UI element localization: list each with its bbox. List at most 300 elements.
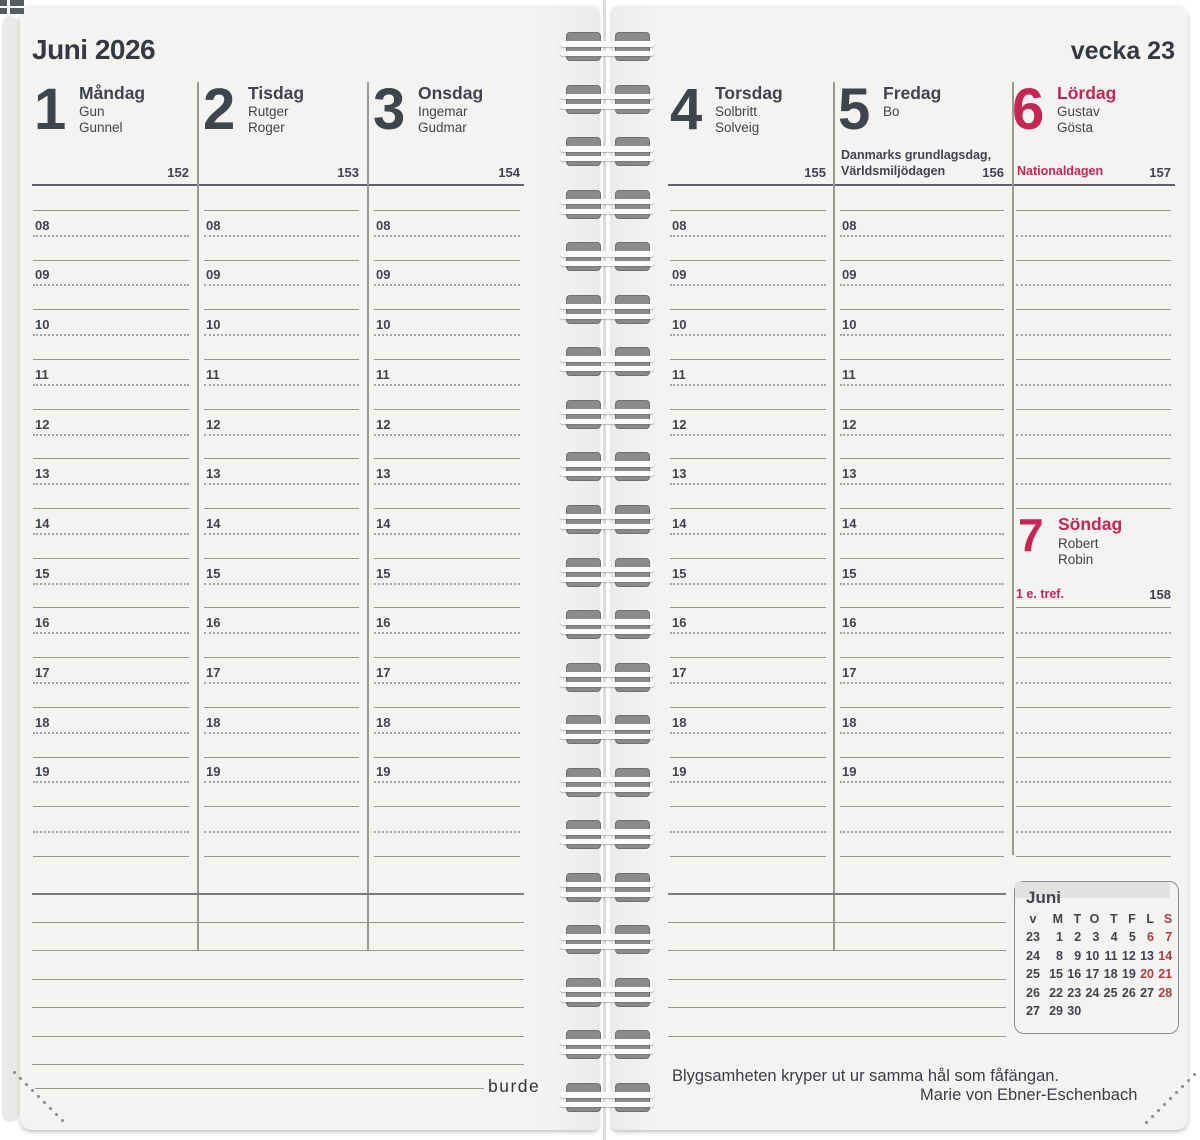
grid-line (204, 583, 359, 585)
binding-hole (566, 820, 601, 849)
spiral-ring (560, 504, 654, 533)
nameday: Ingemar (418, 104, 468, 119)
grid-line (204, 508, 359, 509)
binding-hole (566, 295, 601, 324)
grid-line (204, 235, 359, 237)
note-line (32, 893, 524, 895)
grid-line (204, 309, 359, 310)
nameday: Solbritt (715, 104, 758, 119)
grid-line (374, 632, 520, 634)
binding-hole (566, 978, 601, 1007)
grid-line (374, 458, 520, 459)
wire-loop (560, 1102, 654, 1107)
mini-cal-day: 10 (1085, 948, 1100, 963)
perforation-dot (19, 1077, 22, 1080)
grid-line (33, 260, 189, 261)
grid-line (204, 334, 359, 336)
grid-line (840, 806, 1004, 807)
grid-line (670, 533, 826, 535)
binding-hole (615, 1083, 650, 1112)
mini-cal-day: 16 (1067, 967, 1082, 981)
perforation-dot (1151, 1115, 1154, 1118)
header-rule-right (668, 184, 1175, 186)
spiral-ring (560, 241, 654, 270)
nameday: Bo (883, 104, 900, 119)
grid-line (204, 632, 359, 634)
binding-hole (566, 925, 601, 954)
grid-line (1016, 260, 1171, 261)
perforation-dot (43, 1101, 46, 1104)
grid-line (1016, 434, 1171, 436)
hour-label: 09 (842, 267, 857, 283)
wire-loop (560, 356, 654, 362)
grid-line (1016, 831, 1171, 833)
mini-cal-day: 15 (1049, 967, 1063, 981)
grid-line (840, 284, 1004, 286)
binding-hole (566, 452, 601, 481)
hour-label: 12 (842, 416, 857, 432)
grid-line (670, 806, 826, 807)
day-number: 7 (1018, 509, 1044, 561)
wire-loop (560, 619, 654, 625)
mini-cal-day: 18 (1103, 967, 1118, 981)
grid-line (33, 657, 189, 658)
grid-line (33, 409, 189, 410)
spiral-ring (560, 451, 654, 480)
mini-cal-day: 28 (1158, 985, 1173, 1000)
grid-line (840, 707, 1004, 708)
day-of-year: 155 (804, 165, 826, 180)
hour-label: 08 (206, 217, 221, 233)
note-line (668, 950, 1006, 951)
grid-line (840, 384, 1004, 386)
grid-line (840, 831, 1004, 833)
hour-label: 19 (35, 764, 50, 780)
binding-hole (615, 978, 650, 1007)
quote-author: Marie von Ebner-Eschenbach (920, 1086, 1138, 1104)
grid-line (670, 856, 826, 857)
grid-line (204, 757, 359, 758)
grid-line (33, 632, 189, 634)
grid-line (840, 235, 1004, 237)
hour-label: 16 (672, 615, 687, 631)
grid-line (33, 781, 189, 783)
grid-line (204, 533, 359, 535)
mini-cal-day: 13 (1140, 948, 1154, 963)
note-line (668, 1036, 1006, 1037)
binding-hole (566, 715, 601, 744)
day-of-year: 158 (1149, 587, 1171, 602)
page-stack-edge (2, 16, 19, 1122)
grid-line (670, 284, 826, 286)
grid-line (204, 682, 359, 684)
grid-line (670, 384, 826, 386)
hour-label: 10 (206, 317, 221, 333)
perforation-dot (55, 1113, 58, 1116)
binding-hole (566, 85, 601, 114)
spiral-ring (560, 31, 654, 60)
grid-line (33, 483, 189, 485)
grid-line (840, 757, 1004, 758)
hour-label: 14 (842, 515, 857, 531)
grid-line (670, 210, 826, 211)
grid-line (1016, 334, 1171, 336)
grid-line (670, 732, 826, 734)
hour-label: 12 (376, 416, 391, 432)
hour-label: 14 (376, 515, 391, 531)
grid-line (33, 235, 189, 237)
mini-month-calendar (1014, 881, 1179, 1034)
hour-label: 08 (376, 217, 391, 233)
nameday: Gudmar (418, 119, 467, 135)
wire-loop (560, 1049, 654, 1054)
grid-line (670, 334, 826, 336)
hour-label: 16 (842, 615, 857, 631)
nameday: Gun (79, 104, 105, 119)
binding-hole (615, 190, 650, 219)
grid-line (1016, 682, 1171, 684)
spiral-ring (560, 1029, 654, 1058)
grid-line (1016, 607, 1171, 608)
column-divider (367, 82, 369, 950)
mini-cal-day: 23 (1067, 985, 1082, 1000)
binding-hole (566, 663, 601, 692)
mini-cal-col-header: F (1128, 912, 1136, 926)
mini-cal-day: 12 (1121, 948, 1136, 963)
hour-label: 18 (842, 714, 857, 730)
hour-label: 12 (672, 416, 687, 432)
grid-line (204, 707, 359, 708)
grid-line (374, 682, 520, 684)
grid-line (33, 583, 189, 585)
wire-loop (560, 1039, 654, 1045)
perforation-dot (1181, 1085, 1184, 1088)
grid-line (1016, 409, 1171, 410)
hour-label: 11 (672, 366, 686, 382)
hour-label: 10 (376, 317, 391, 333)
hour-label: 08 (842, 217, 857, 233)
wire-loop (560, 682, 654, 687)
day-name: Måndag (79, 83, 146, 103)
grid-line (670, 309, 826, 310)
wire-loop (560, 567, 654, 573)
hour-label: 09 (35, 267, 50, 283)
hour-label: 17 (842, 665, 857, 680)
day-name: Fredag (883, 83, 942, 103)
day-name: Lördag (1057, 83, 1117, 103)
nameday: Gustav (1057, 104, 1100, 119)
binding-hole (566, 347, 601, 376)
binding-hole (566, 137, 601, 166)
column-divider (833, 82, 835, 950)
hour-label: 16 (206, 615, 221, 631)
mini-cal-day: 6 (1147, 930, 1154, 944)
grid-line (374, 781, 520, 783)
grid-line (33, 434, 189, 436)
binding-hole (615, 768, 650, 797)
binding-hole (566, 32, 601, 61)
grid-line (374, 831, 520, 833)
hour-label: 15 (842, 565, 857, 581)
wire-loop (560, 839, 654, 844)
grid-line (204, 284, 359, 286)
wire-loop (560, 146, 654, 152)
grid-line (1016, 235, 1171, 237)
grid-line (374, 707, 520, 708)
binding-hole (615, 715, 650, 744)
day-number: 1 (34, 77, 65, 142)
perforation-dot (37, 1095, 40, 1098)
hour-label: 10 (842, 317, 857, 333)
nameday: Robert (1058, 536, 1099, 551)
grid-line (33, 533, 189, 535)
mini-cal-day: 20 (1140, 967, 1154, 981)
note-line (668, 922, 1006, 923)
grid-line (670, 583, 826, 585)
note-line (668, 979, 1006, 980)
mini-cal-week-number: 23 (1026, 930, 1040, 944)
hour-label: 14 (206, 515, 221, 531)
grid-line (670, 409, 826, 410)
grid-line (374, 533, 520, 535)
spiral-ring (560, 189, 654, 218)
grid-line (840, 682, 1004, 684)
day-number: 3 (373, 77, 404, 142)
grid-line (204, 806, 359, 807)
grid-line (33, 334, 189, 336)
wire-loop (560, 524, 654, 529)
grid-line (670, 657, 826, 658)
wire-loop (560, 104, 654, 109)
hour-label: 17 (376, 665, 391, 680)
wire-loop (560, 251, 654, 257)
wire-loop (560, 156, 654, 161)
hour-label: 12 (206, 416, 221, 432)
spiral-ring (560, 872, 654, 901)
grid-line (374, 284, 520, 286)
grid-line (204, 409, 359, 410)
binding-hole (615, 820, 650, 849)
grid-line (374, 210, 520, 211)
grid-line (374, 508, 520, 509)
mini-cal-week-number: 26 (1026, 985, 1040, 1000)
hour-label: 18 (672, 714, 687, 730)
binding-hole (615, 925, 650, 954)
mini-cal-day: 7 (1165, 930, 1173, 944)
wire-loop (560, 944, 654, 949)
flag-day-icon (0, 0, 24, 14)
day-number: 6 (1012, 77, 1043, 142)
mini-cal-day: 30 (1067, 1004, 1082, 1018)
note-line (32, 979, 524, 980)
spiral-ring (560, 136, 654, 165)
grid-line (840, 781, 1004, 783)
month-title: Juni 2026 (32, 34, 156, 65)
grid-line (670, 781, 826, 783)
note-line (32, 950, 524, 951)
brand-line (35, 1088, 484, 1089)
wire-loop (560, 304, 654, 310)
grid-line (374, 483, 520, 485)
note-line (32, 1036, 524, 1037)
grid-line (840, 632, 1004, 634)
binding-hole (615, 347, 650, 376)
spiral-ring (560, 977, 654, 1006)
binding-hole (566, 1030, 601, 1059)
header-rule-left (32, 184, 524, 186)
wire-loop (560, 1092, 654, 1098)
hour-label: 16 (35, 615, 50, 631)
binding-hole (615, 137, 650, 166)
binding-hole (566, 505, 601, 534)
grid-line (374, 384, 520, 386)
perforation-dot (1175, 1091, 1178, 1094)
perforation-dot (1145, 1121, 1148, 1124)
hour-label: 12 (35, 416, 50, 432)
hour-label: 13 (842, 466, 857, 482)
grid-line (374, 260, 520, 261)
grid-line (840, 856, 1004, 857)
mini-cal-day: 8 (1056, 948, 1063, 963)
hour-label: 18 (35, 714, 50, 730)
note-line (32, 922, 524, 923)
wire-loop (560, 777, 654, 783)
grid-line (840, 359, 1004, 360)
grid-line (840, 583, 1004, 585)
hour-label: 09 (206, 267, 221, 283)
mini-cal-day: 14 (1158, 948, 1173, 963)
grid-line (374, 359, 520, 360)
perforation-dot (49, 1107, 52, 1110)
day-name: Onsdag (418, 83, 484, 103)
grid-line (33, 831, 189, 833)
spiral-ring (560, 924, 654, 953)
wire-loop (560, 461, 654, 467)
hour-label: 14 (672, 515, 687, 531)
grid-line (840, 732, 1004, 734)
spiral-ring (560, 714, 654, 743)
wire-loop (560, 672, 654, 678)
wire-loop (560, 471, 654, 476)
day-name: Söndag (1058, 514, 1123, 534)
grid-line (33, 732, 189, 734)
flag-field (10, 0, 24, 6)
grid-line (33, 458, 189, 459)
binding-hole (615, 295, 650, 324)
spiral-ring (560, 767, 654, 796)
wire-loop (560, 209, 654, 214)
grid-line (670, 682, 826, 684)
spiral-ring (560, 662, 654, 691)
hour-label: 17 (672, 665, 687, 680)
grid-line (1016, 757, 1171, 758)
grid-line (840, 508, 1004, 509)
binding-hole (615, 242, 650, 271)
mini-cal-col-header: M (1052, 912, 1063, 926)
hour-label: 10 (35, 317, 50, 333)
mini-cal-day: 29 (1049, 1004, 1063, 1018)
grid-line (33, 384, 189, 386)
hour-label: 15 (35, 565, 50, 581)
grid-line (670, 359, 826, 360)
grid-line (670, 607, 826, 608)
wire-loop (560, 987, 654, 993)
hour-label: 11 (376, 366, 390, 382)
perforation-dot (31, 1089, 34, 1092)
grid-line (670, 558, 826, 559)
mini-cal-day: 5 (1128, 930, 1136, 944)
nameday: Rutger (248, 104, 289, 119)
hour-label: 11 (206, 366, 220, 382)
perforation-dot (1187, 1079, 1190, 1082)
mini-cal-day: 9 (1074, 948, 1082, 963)
grid-line (1016, 309, 1171, 310)
grid-line (670, 831, 826, 833)
grid-line (670, 632, 826, 634)
hour-label: 08 (35, 217, 50, 233)
holiday-label: 1 e. tref. (1016, 587, 1064, 601)
column-divider (1012, 82, 1014, 855)
hour-label: 15 (672, 565, 687, 581)
note-line (668, 1007, 1006, 1008)
hour-label: 19 (672, 764, 687, 780)
grid-line (840, 409, 1004, 410)
grid-line (374, 334, 520, 336)
grid-line (204, 856, 359, 857)
hour-label: 17 (35, 665, 50, 680)
grid-line (374, 235, 520, 237)
grid-line (670, 235, 826, 237)
nameday: Solveig (715, 119, 760, 135)
binding-hole (615, 558, 650, 587)
grid-line (204, 384, 359, 386)
grid-line (33, 856, 189, 857)
grid-line (204, 732, 359, 734)
grid-line (840, 483, 1004, 485)
nameday: Roger (248, 119, 285, 135)
day-of-year: 153 (337, 165, 359, 180)
grid-line (374, 806, 520, 807)
mini-calendar-title: Juni (1026, 888, 1061, 907)
nameday: Robin (1058, 551, 1094, 567)
grid-line (33, 284, 189, 286)
grid-line (374, 309, 520, 310)
binding-hole (566, 873, 601, 902)
mini-cal-week-number: 25 (1026, 967, 1040, 981)
wire-loop (560, 934, 654, 940)
grid-line (840, 210, 1004, 211)
hour-label: 15 (206, 565, 221, 581)
mini-cal-day: 24 (1085, 985, 1100, 1000)
hour-label: 16 (376, 615, 391, 631)
binding-hole (615, 452, 650, 481)
wire-loop (560, 997, 654, 1002)
wire-loop (560, 261, 654, 266)
hour-label: 09 (376, 267, 391, 283)
grid-line (1016, 806, 1171, 807)
note-line (32, 1064, 524, 1065)
grid-line (204, 434, 359, 436)
mini-cal-day: 26 (1121, 985, 1136, 1000)
wire-loop (560, 734, 654, 739)
binding-hole (615, 85, 650, 114)
hour-label: 11 (842, 366, 856, 382)
perforation-dot (1163, 1103, 1166, 1106)
week-label: vecka 23 (1070, 37, 1175, 65)
grid-line (33, 682, 189, 684)
grid-line (204, 483, 359, 485)
grid-line (840, 533, 1004, 535)
